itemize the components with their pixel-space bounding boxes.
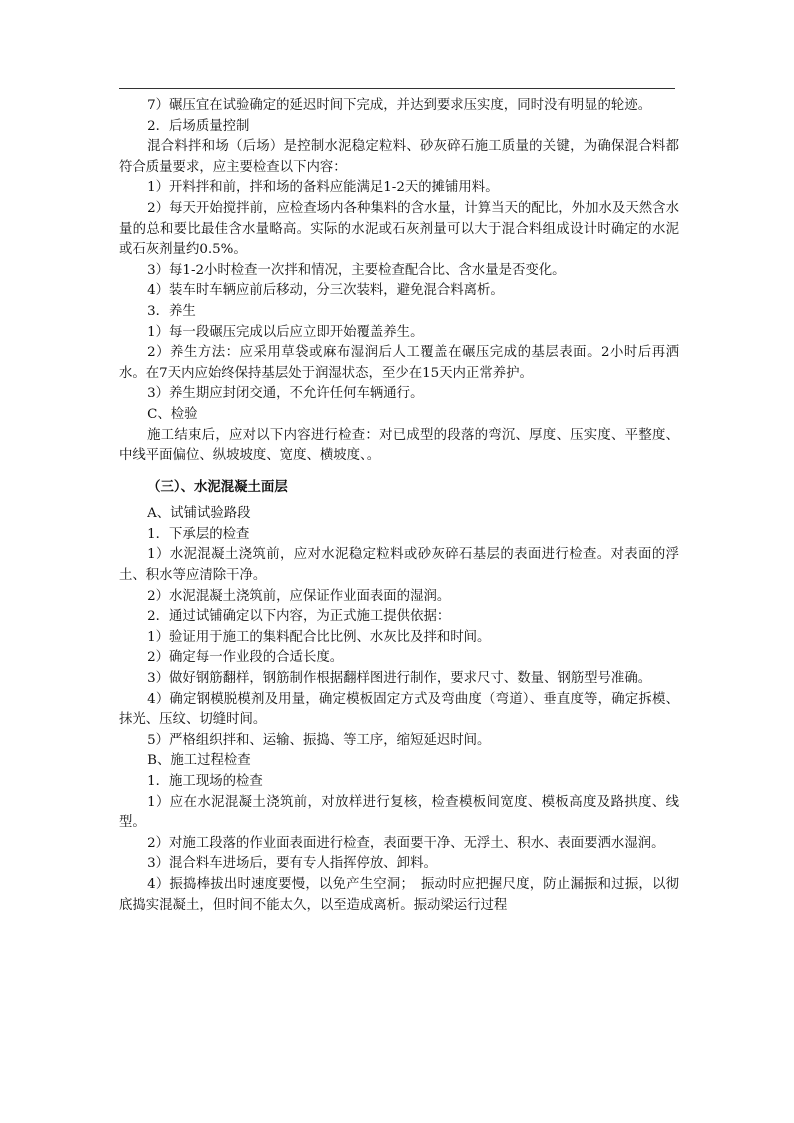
list-item: 4）确定钢模脱模剂及用量，确定模板固定方式及弯曲度（弯道）、垂直度等，确定拆模、抹光、压纹、切缝时间。 <box>119 691 679 728</box>
list-item: 2）水泥混凝土浇筑前，应保证作业面表面的湿润。 <box>147 588 451 604</box>
section-heading: A、试铺试验路段 <box>147 506 251 522</box>
paragraph: 施工结束后，应对以下内容进行检查：对已成型的段落的弯沉、厚度、压实度、平整度、中线平面偏位、纵坡坡度、宽度、横坡度、。 <box>119 427 679 464</box>
header-rule <box>119 88 675 89</box>
section-heading: 2．通过试铺确定以下内容，为正式施工提供依据： <box>147 609 451 625</box>
list-item: 4）装车时车辆应前后移动，分三次装料，避免混合料离析。 <box>147 283 504 299</box>
list-item: 1）水泥混凝土浇筑前，应对水泥稳定粒料或砂灰碎石基层的表面进行检查。对表面的浮土、积水等应清除干净。 <box>119 547 679 584</box>
list-item: 1）开料拌和前，拌和场的备料应能满足1-2天的摊铺用料。 <box>147 180 499 196</box>
section-heading: 1．下承层的检查 <box>147 526 250 542</box>
list-item: 1）验证用于施工的集料配合比比例、水灰比及拌和时间。 <box>147 629 491 645</box>
list-item: 5）严格组织拌和、运输、振捣、等工序，缩短延迟时间。 <box>147 732 491 748</box>
chapter-heading: （三）、水泥混凝土面层 <box>147 478 288 495</box>
section-heading: 1．施工现场的检查 <box>147 774 263 789</box>
list-item: 2）养生方法：应采用草袋或麻布湿润后人工覆盖在碾压完成的基层表面。2小时后再洒水。在7天内应始终保持基层处于润湿状态，至少在15天内正常养护。 <box>119 345 679 381</box>
section-heading: 2．后场质量控制 <box>147 118 250 134</box>
list-item: 1）每一段碾压完成以后应立即开始覆盖养生。 <box>147 324 424 340</box>
list-item: 4）振捣棒拔出时速度要慢，以免产生空洞； 振动时应把握尺度，防止漏振和过振，以彻底捣实混凝土，但时间不能太久，以至造成离析。振动梁运行过程 <box>119 876 679 913</box>
list-item: 3）每1-2小时检查一次拌和情况，主要检查配合比、含水量是否变化。 <box>147 262 566 278</box>
document-body <box>119 96 679 916</box>
section-heading: 3．养生 <box>147 303 196 319</box>
list-item: 1）应在水泥混凝土浇筑前，对放样进行复核，检查模板间宽度、模板高度及路拱度、线型。 <box>119 794 679 831</box>
list-item: 3）混合料车进场后，要有专人指挥停放、卸料。 <box>147 856 437 872</box>
list-item: 2）确定每一作业段的合适长度。 <box>147 650 344 666</box>
list-item: 2）每天开始搅拌前，应检查场内各种集料的含水量，计算当天的配比，外加水及天然含水量的总和要比最佳含水量略高。实际的水泥或石灰剂量可以大于混合料组成设计时确定的水泥或石灰剂量约0.5%。 <box>119 200 679 258</box>
paragraph: 7）碾压宜在试验确定的延迟时间下完成，并达到要求压实度，同时没有明显的轮迹。 <box>147 98 652 113</box>
list-item: 2）对施工段落的作业面表面进行检查，表面要干净、无浮土、积水、表面要洒水湿润。 <box>147 835 665 851</box>
list-item: 3）做好钢筋翻样，钢筋制作根据翻样图进行制作，要求尺寸、数量、钢筋型号准确。 <box>147 671 652 687</box>
section-heading: C、检验 <box>147 406 198 422</box>
section-heading: B、施工过程检查 <box>147 753 251 769</box>
list-item: 3）养生期应封闭交通，不允许任何车辆通行。 <box>147 386 424 402</box>
paragraph: 混合料拌和场（后场）是控制水泥稳定粒料、砂灰碎石施工质量的关键，为确保混合料都符合质量要求，应主要检查以下内容： <box>119 139 679 175</box>
